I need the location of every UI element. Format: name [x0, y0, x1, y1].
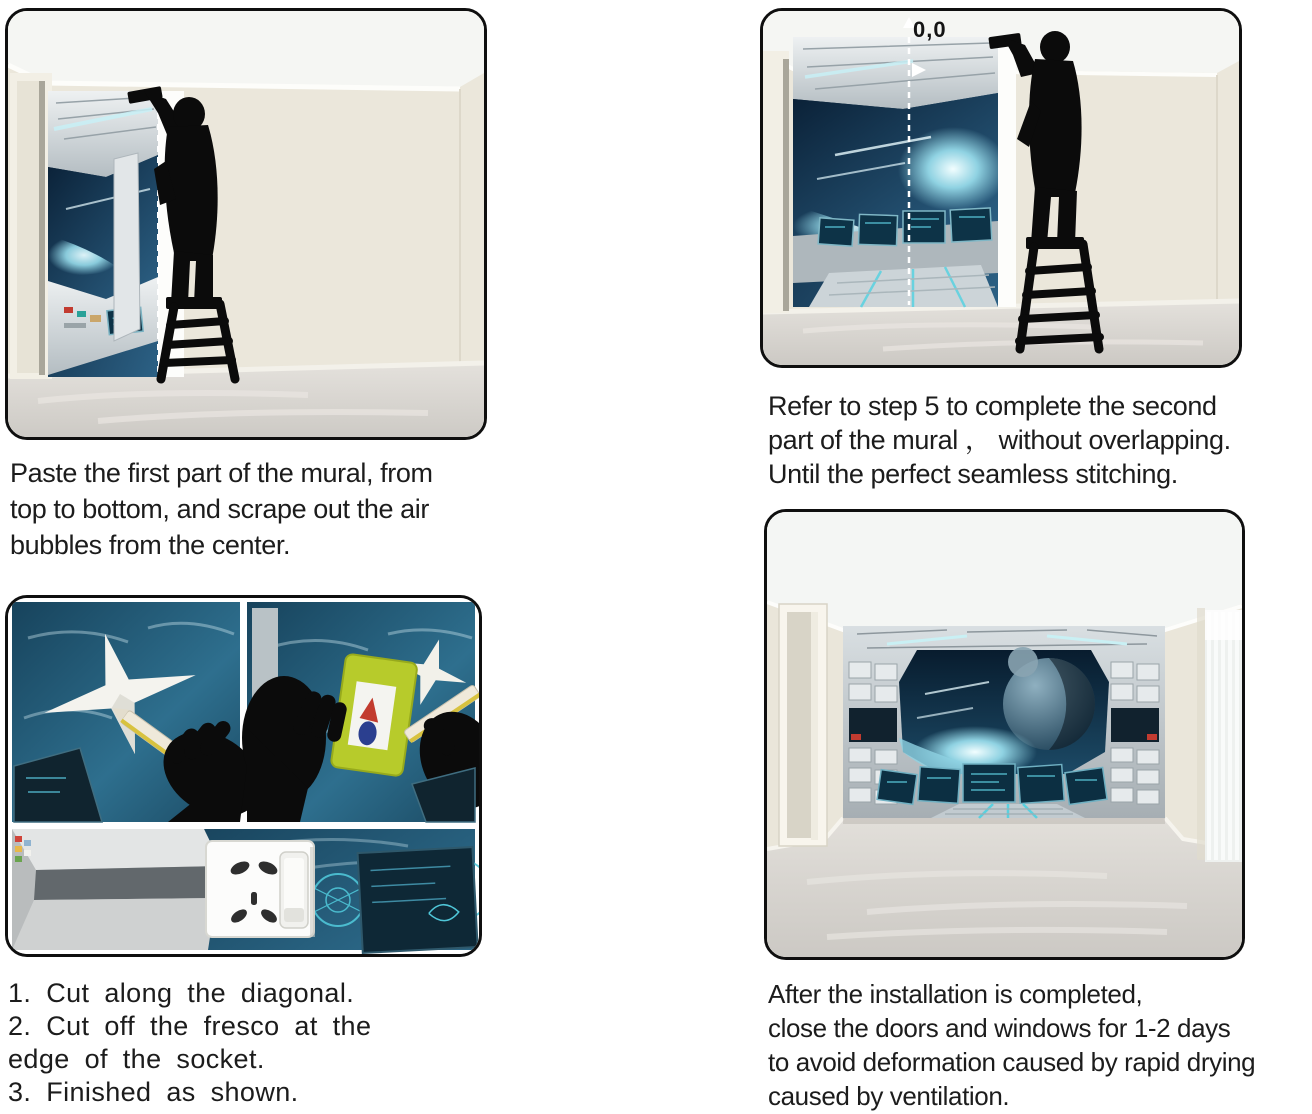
caption-line: edge of the socket.	[8, 1044, 265, 1074]
mural-complete	[843, 626, 1165, 818]
door-strut	[114, 153, 140, 341]
caption-line: top to bottom, and scrape out the air	[10, 494, 429, 524]
door-frame	[10, 73, 52, 379]
caption-line: After the installation is completed,	[768, 979, 1143, 1009]
ceiling	[8, 11, 484, 87]
subphoto-socket-peel	[242, 602, 479, 822]
photo-step1-first-strip	[5, 8, 487, 440]
mural-pasted-area	[793, 37, 1008, 307]
unpasted-backing	[998, 37, 1016, 307]
caption-line: Refer to step 5 to complete the second	[768, 391, 1217, 421]
origin-coordinate-label: 0,0	[913, 17, 947, 42]
mural-monitor	[358, 847, 478, 953]
door-frame	[763, 51, 789, 313]
caption-step3	[8, 977, 371, 1109]
socket-cut-collage	[8, 598, 479, 954]
mural-first-strip	[48, 91, 158, 377]
moon	[1008, 647, 1038, 677]
photo-step4-finished-room	[764, 509, 1245, 960]
caption-step1	[10, 455, 433, 563]
door-frame	[779, 604, 827, 846]
caption-line: Paste the first part of the mural, from	[10, 458, 433, 488]
ceiling	[767, 512, 1242, 628]
power-socket	[206, 841, 315, 937]
subphoto-finished-socket	[12, 829, 479, 953]
mural-floor-shadow	[843, 818, 1165, 824]
caption-line: 2. Cut off the fresco at the	[8, 1011, 372, 1041]
head	[1040, 31, 1070, 63]
caption-line: to avoid deformation caused by rapid drying	[768, 1047, 1256, 1077]
caption-line: caused by ventilation.	[768, 1081, 1010, 1111]
space-window	[48, 155, 158, 299]
metal-console	[12, 829, 222, 950]
photo-step3-socket-cut	[5, 595, 482, 957]
finished-room-scene	[767, 512, 1242, 957]
caption-line: 3. Finished as shown.	[8, 1077, 299, 1107]
caption-step2	[768, 389, 1231, 491]
subphoto-diagonal-cut	[12, 602, 276, 834]
caption-line: close the doors and windows for 1-2 days	[768, 1013, 1231, 1043]
caption-line: bubbles from the center.	[10, 530, 291, 560]
room-scene-step1	[8, 11, 484, 437]
photo-step2-second-strip	[760, 8, 1242, 368]
caption-line: 1. Cut along the diagonal.	[8, 978, 355, 1008]
caption-step4	[768, 977, 1255, 1113]
torso	[1029, 59, 1082, 193]
room-scene-step2	[763, 11, 1239, 365]
window-blinds	[1197, 608, 1242, 862]
caption-line: part of the mural ， without overlapping.	[768, 425, 1231, 455]
caption-line: Until the perfect seamless stitching.	[768, 459, 1178, 489]
